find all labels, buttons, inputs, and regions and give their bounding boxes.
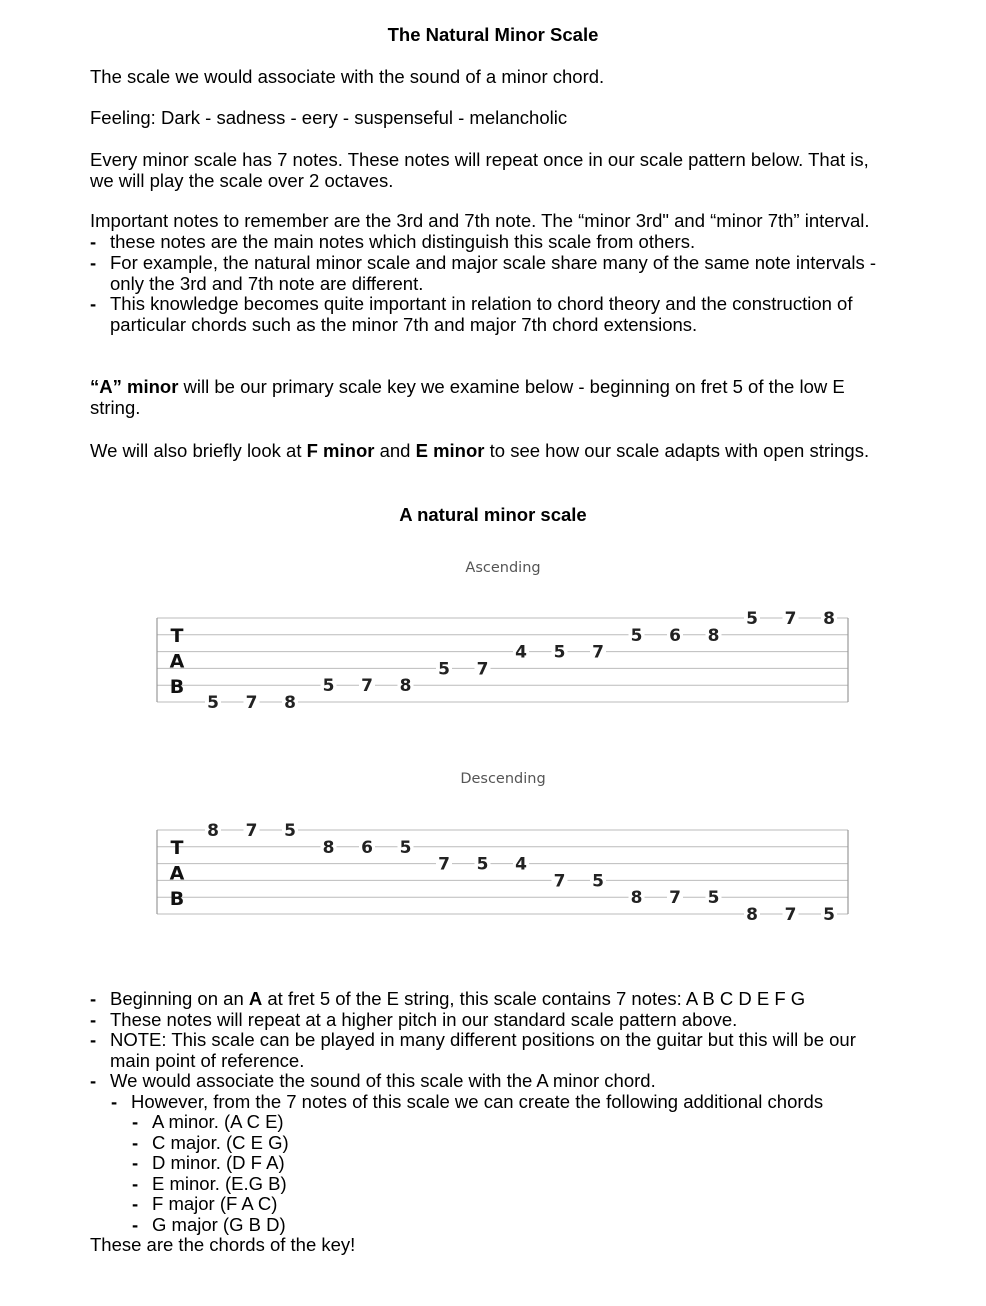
bullet-line: NOTE: This scale can be played in many different positions on the guitar but this will be our <box>110 1029 856 1050</box>
bullet-line: these notes are the main notes which distinguish this scale from others. <box>110 231 696 252</box>
bullet-dash: - <box>90 293 97 314</box>
fret-number: 5 <box>592 871 604 892</box>
bold-note-a: A <box>248 988 263 1009</box>
fret-number: 7 <box>669 888 681 909</box>
fret-number: 7 <box>245 821 258 841</box>
descending-label: Descending <box>460 771 546 787</box>
tab-clef-letter: T <box>170 624 184 647</box>
tab-clef-letter: B <box>169 675 185 698</box>
also-post: to see how our scale adapts with open strings. <box>484 440 870 461</box>
fret-number: 4 <box>515 854 527 875</box>
bullet-dash: - <box>90 252 97 273</box>
ascending-label: Ascending <box>465 560 541 576</box>
fret-number: 8 <box>823 609 835 629</box>
bullet-dash: - <box>132 1131 139 1153</box>
fret-number: 7 <box>784 609 797 629</box>
primary-key-bold: “A” minor <box>90 376 179 397</box>
bullet-dash: - <box>90 231 97 252</box>
fret-number: 4 <box>515 642 527 663</box>
f-minor-bold: F minor <box>306 440 375 461</box>
bullet-dash: - <box>111 1090 118 1112</box>
fret-number: 5 <box>399 837 412 858</box>
bullet-line: main point of reference. <box>110 1049 305 1071</box>
tab-clef-letter: A <box>169 862 185 885</box>
also-paragraph <box>90 441 910 462</box>
bullet-line: G major (G B D) <box>152 1213 286 1235</box>
fret-number: 8 <box>707 625 720 646</box>
fret-number: 7 <box>476 659 489 680</box>
fret-number: 8 <box>630 888 643 909</box>
bullet-line: E minor. (E.G B) <box>152 1172 287 1194</box>
fret-number: 5 <box>707 888 720 909</box>
every-minor-line-2: we will play the scale over 2 octaves. <box>90 169 394 191</box>
bullet-dash: - <box>90 988 97 1009</box>
fret-number: 8 <box>284 693 296 713</box>
bullet-dash: - <box>132 1111 139 1132</box>
primary-key-paragraph <box>90 377 910 418</box>
bullet-line: For example, the natural minor scale and major scale share many of the same note intervals - <box>110 252 877 273</box>
fret-number: 5 <box>207 693 219 713</box>
feeling-paragraph: Feeling: Dark - sadness - eery - suspenseful - melancholic <box>90 107 568 128</box>
bullet-line: This knowledge becomes quite important in relation to chord theory and the construction of <box>110 293 853 314</box>
bullet-line: A minor. (A C E) <box>152 1111 284 1132</box>
also-mid: and <box>374 440 416 461</box>
bullet-line: C major. (C E G) <box>152 1131 289 1153</box>
bullet-dash: - <box>132 1193 139 1214</box>
fret-number: 8 <box>746 905 758 925</box>
closing-line: These are the chords of the key! <box>90 1234 356 1255</box>
bullet-dash: - <box>90 1029 97 1050</box>
bullet-line: Beginning on an A at fret 5 of the E string, this scale contains 7 notes: A B C D E F G <box>110 988 806 1009</box>
bullet-line: particular chords such as the minor 7th and major 7th chord extensions. <box>110 313 698 335</box>
bullet-line: D minor. (D F A) <box>152 1152 285 1173</box>
page-title: The Natural Minor Scale <box>387 24 599 45</box>
fret-number: 6 <box>361 837 373 858</box>
bullet-line: These notes will repeat at a higher pitch in our standard scale pattern above. <box>110 1008 738 1030</box>
bullet-line: However, from the 7 notes of this scale we can create the following additional chords <box>131 1090 824 1112</box>
ascending-tab <box>0 600 986 720</box>
fret-number: 5 <box>476 854 489 875</box>
fret-number: 5 <box>284 821 296 841</box>
tab-clef-letter: T <box>170 836 184 859</box>
bullet-line: F major (F A C) <box>152 1193 278 1214</box>
every-minor-paragraph <box>90 150 910 191</box>
bullet-dash: - <box>90 1070 97 1091</box>
tab-clef-letter: B <box>169 887 185 910</box>
fret-number: 5 <box>553 642 566 663</box>
fret-number: 7 <box>784 905 797 925</box>
fret-number: 8 <box>207 821 219 841</box>
primary-key-line-2: string. <box>90 396 141 418</box>
bullet-dash: - <box>132 1213 139 1235</box>
fret-number: 7 <box>592 642 604 663</box>
also-pre: We will also briefly look at <box>90 440 307 461</box>
e-minor-bold: E minor <box>415 440 485 461</box>
fret-number: 5 <box>322 676 335 697</box>
fret-number: 7 <box>245 693 258 713</box>
fret-number: 5 <box>630 625 643 646</box>
bullet-line: only the 3rd and 7th note are different. <box>110 272 424 294</box>
descending-tab <box>0 812 986 932</box>
tab-clef-letter: A <box>169 650 185 673</box>
bullet-line: We would associate the sound of this scale with the A minor chord. <box>110 1070 656 1091</box>
fret-number: 5 <box>746 609 758 629</box>
fret-number: 8 <box>322 837 335 858</box>
bullet-dash: - <box>132 1172 139 1194</box>
important-paragraph: Important notes to remember are the 3rd and 7th note. The “minor 3rd" and “minor 7th” interval. <box>90 210 870 231</box>
primary-key-rest: will be our primary scale key we examine below - beginning on fret 5 of the low E <box>178 376 845 397</box>
fret-number: 5 <box>438 659 450 680</box>
intro-paragraph: The scale we would associate with the sound of a minor chord. <box>90 66 605 87</box>
section-title: A natural minor scale <box>399 504 587 525</box>
fret-number: 7 <box>553 871 566 892</box>
fret-number: 6 <box>669 625 681 646</box>
every-minor-line-1: Every minor scale has 7 notes. These notes will repeat once in our scale pattern below. That is, <box>90 149 869 170</box>
fret-number: 8 <box>399 676 412 697</box>
fret-number: 5 <box>823 905 835 925</box>
fret-number: 7 <box>438 854 450 875</box>
bullet-dash: - <box>90 1008 97 1030</box>
fret-number: 7 <box>361 676 373 697</box>
bullet-dash: - <box>132 1152 139 1173</box>
